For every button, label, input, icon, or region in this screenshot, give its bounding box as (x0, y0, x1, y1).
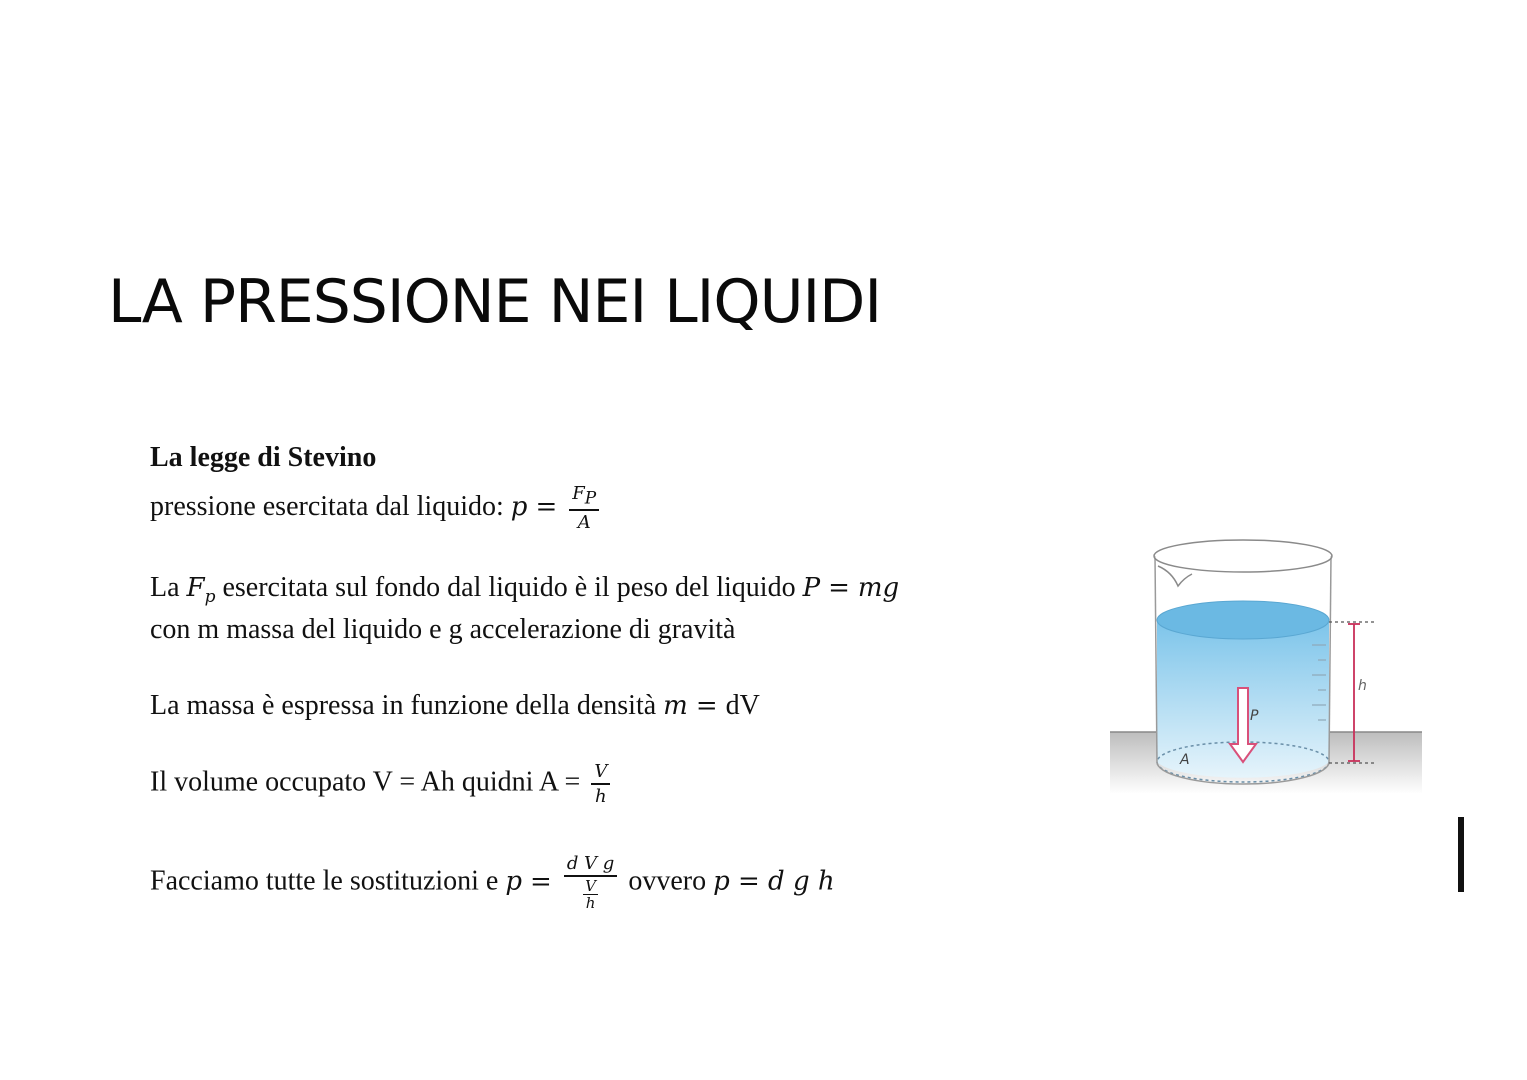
beaker-rim (1154, 540, 1332, 572)
label-height: h (1358, 678, 1367, 694)
density-volume: dV (725, 690, 760, 721)
stevino-formula: p = d g h (713, 866, 835, 897)
water-surface (1157, 601, 1329, 639)
mass-symbol: m (663, 691, 688, 721)
force-symbol: F (572, 483, 585, 504)
volume-line-text: Il volume occupato V = Ah quidni A = (150, 766, 588, 798)
force-subscript: P (584, 488, 597, 509)
density-line-text: La massa è espressa in funzione della densità (150, 690, 664, 721)
weight-formula: mg (857, 573, 900, 603)
beaker-diagram (1100, 530, 1430, 800)
fraction-denominator: h (595, 785, 607, 807)
equals-sign: = (535, 491, 558, 522)
equals-sign: = (695, 691, 718, 721)
pressure-definition-text: pressione esercitata dal liquido: (150, 490, 511, 522)
label-area: A (1180, 752, 1190, 768)
pressure-symbol: p (505, 866, 523, 897)
fraction-numerator: d V g (564, 854, 618, 877)
volume-over-height-fraction (591, 762, 610, 807)
weight-line-text-a: La (150, 572, 187, 603)
weight-line-text-b: esercitata sul fondo dal liquido è il peso del liquido (215, 572, 803, 603)
fraction-denominator (564, 877, 618, 913)
substitution-text-a: Facciamo tutte le sostituzioni e (150, 865, 506, 897)
mass-gravity-line: con m massa del liquido e g accelerazione di gravità (150, 614, 736, 645)
fraction-numerator: V (591, 762, 610, 785)
inner-fraction (583, 876, 598, 912)
inner-numerator: V (585, 876, 596, 895)
density-line (150, 688, 760, 724)
pressure-symbol: p (510, 491, 528, 522)
slide-title: LA PRESSIONE NEI LIQUIDI (108, 267, 882, 337)
compound-fraction (564, 854, 618, 913)
equals-sign: = (828, 573, 850, 603)
beaker-illustration (1100, 530, 1430, 800)
weight-symbol: P (802, 573, 821, 603)
weight-line (150, 570, 899, 608)
text-cursor-bar (1458, 817, 1464, 892)
substitution-text-b: ovvero (621, 865, 714, 897)
volume-line (150, 762, 614, 807)
label-force: P (1250, 708, 1259, 724)
substitution-line (150, 854, 835, 913)
force-symbol-inline: $F_p$ (186, 573, 216, 608)
fraction-numerator (569, 484, 599, 511)
fraction-denominator: A (577, 512, 591, 534)
equals-sign: = (530, 866, 552, 897)
pressure-definition (150, 484, 603, 533)
section-heading: La legge di Stevino (150, 442, 377, 473)
inner-denominator: h (585, 893, 596, 912)
force-over-area-fraction (569, 484, 599, 533)
